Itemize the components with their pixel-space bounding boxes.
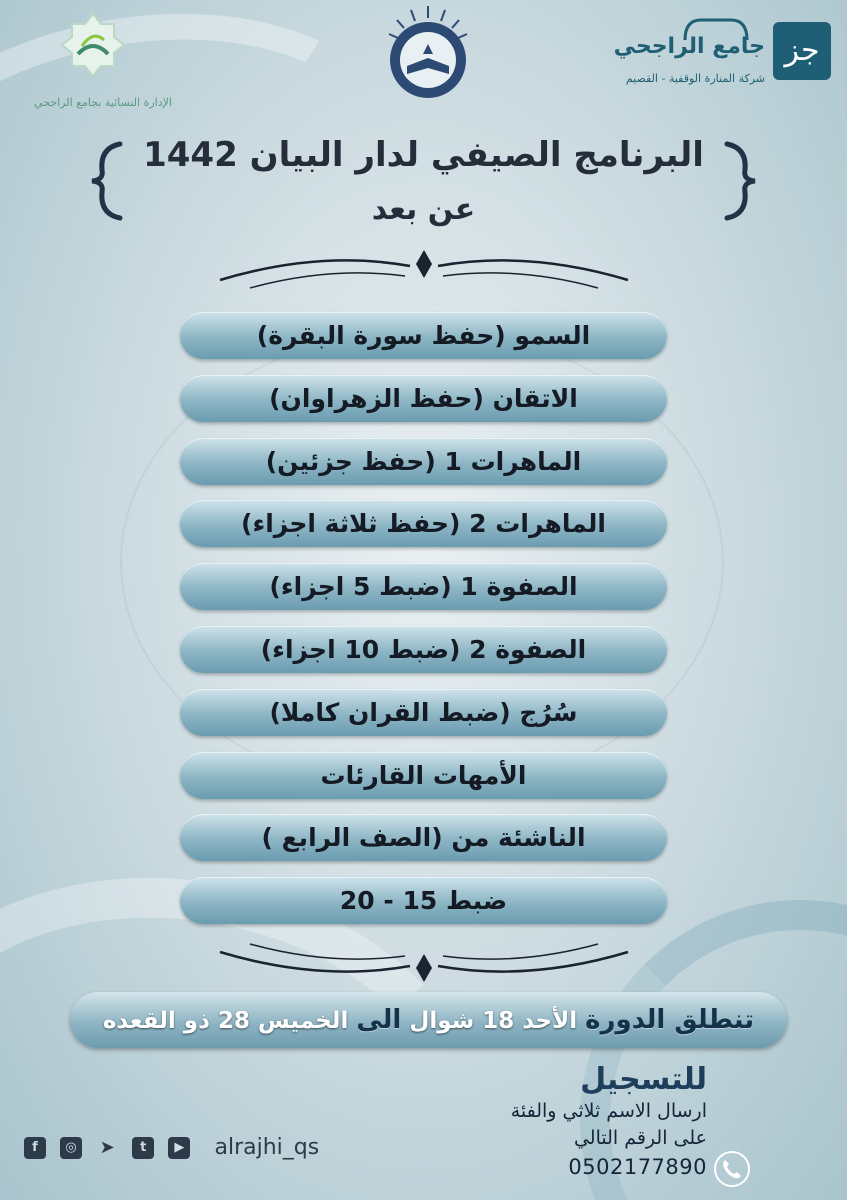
registration-title: للتسجيل (580, 1062, 707, 1097)
telegram-icon[interactable]: ➤ (99, 1136, 115, 1158)
rajhi-mosque-logo (591, 14, 831, 94)
program-item: الصفوة 2 (ضبط 10 اجزاء) (180, 626, 667, 673)
registration-instruction-2: على الرقم التالي (573, 1127, 707, 1149)
rajhi-mark-icon: جز (773, 22, 831, 80)
phone-icon (713, 1150, 751, 1188)
facebook-icon[interactable]: f (24, 1137, 46, 1159)
schedule-banner (70, 992, 787, 1048)
schedule-label: تنطلق الدورة (585, 1005, 755, 1035)
program-item: الناشئة من (الصف الرابع ) (180, 814, 667, 861)
quran-society-emblem-icon (385, 4, 471, 104)
social-handle[interactable]: alrajhi_qs (214, 1135, 320, 1160)
social-links (24, 1135, 319, 1163)
bottom-divider-flourish-icon (210, 936, 638, 986)
twitter-icon[interactable]: t (132, 1137, 154, 1159)
program-subtitle: عن بعد (371, 192, 476, 227)
top-divider-flourish-icon (210, 246, 638, 296)
open-quran-icon (58, 10, 128, 84)
program-item: الأمهات القارئات (180, 752, 667, 799)
program-list (180, 312, 667, 940)
program-title: البرنامج الصيفي لدار البيان 1442 (143, 135, 704, 175)
instagram-icon[interactable]: ◎ (60, 1137, 82, 1159)
rajhi-subtitle: شركة المنارة الوقفية - القصيم (625, 72, 765, 85)
program-item: الماهرات 2 (حفظ ثلاثة اجزاء) (180, 500, 667, 547)
program-item: الاتقان (حفظ الزهراوان) (180, 375, 667, 422)
program-item: سُرُج (ضبط القران كاملا) (180, 689, 667, 736)
registration-instruction: ارسال الاسم ثلاثي والفئة (510, 1100, 707, 1122)
right-brace-icon (721, 140, 761, 222)
program-item: ضبط 15 - 20 (180, 877, 667, 924)
schedule-connector: الى (356, 1005, 402, 1035)
women-department-text: الإدارة النسائية بجامع الراجحي (34, 96, 172, 109)
schedule-end: الخميس 28 ذو القعده (102, 1008, 349, 1034)
program-item: الصفوة 1 (ضبط 5 اجزاء) (180, 563, 667, 610)
program-item: الماهرات 1 (حفظ جزئين) (180, 438, 667, 485)
youtube-icon[interactable]: ▶ (168, 1137, 190, 1159)
schedule-start: الأحد 18 شوال (409, 1008, 578, 1034)
phone-number[interactable]: 0502177890 (568, 1155, 707, 1179)
program-item: السمو (حفظ سورة البقرة) (180, 312, 667, 359)
rajhi-name: جامع الراجحي (613, 34, 765, 59)
women-department-logo (8, 10, 198, 118)
